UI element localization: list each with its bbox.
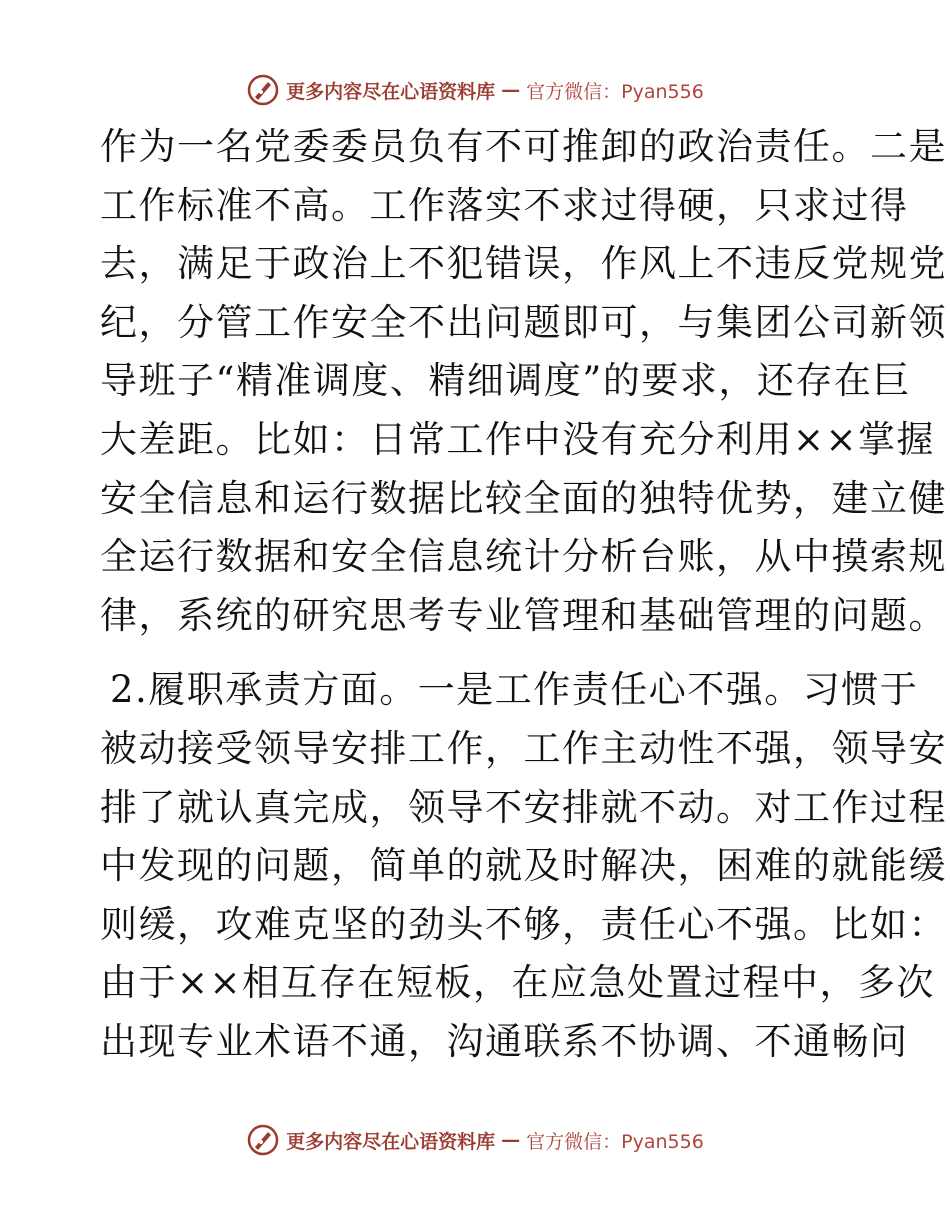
footer-watermark xyxy=(0,1120,950,1160)
watermark-brand: 更多内容尽在心语资料库 xyxy=(286,1130,496,1153)
watermark-wechat: 官方微信：Pyan556 xyxy=(526,1130,704,1153)
watermark-wechat: 官方微信：Pyan556 xyxy=(526,80,704,103)
text-line: 中发现的问题，简单的就及时解决，困难的就能缓 xyxy=(100,844,947,888)
text-line: 纪，分管工作安全不出问题即可，与集团公司新领 xyxy=(100,300,947,344)
text-line: 排了就认真完成，领导不安排就不动。对工作过程 xyxy=(100,785,947,829)
watermark-brand: 更多内容尽在心语资料库 xyxy=(286,80,496,103)
text-line: 导班子“精准调度、精细调度”的要求，还存在巨 xyxy=(100,359,911,403)
text-line: 出现专业术语不通，沟通联系不协调、不通畅问 xyxy=(100,1019,909,1063)
text-line: 工作标准不高。工作落实不求过得硬，只求过得 xyxy=(100,183,909,227)
watermark-separator: — xyxy=(501,1129,521,1151)
text-line: 作为一名党委委员负有不可推卸的政治责任。二是 xyxy=(100,125,947,168)
text-line: 则缓，攻难克坚的劲头不够，责任心不强。比如： xyxy=(100,902,947,946)
text-line: 安全信息和运行数据比较全面的独特优势，建立健 xyxy=(100,476,947,520)
pen-nib-seal-icon xyxy=(246,73,280,107)
watermark-separator: — xyxy=(501,79,521,101)
text-line: 全运行数据和安全信息统计分析台账，从中摸索规 xyxy=(100,535,947,579)
text-line: 律，系统的研究思考专业管理和基础管理的问题。 xyxy=(100,593,947,637)
text-line: 被动接受领导安排工作，工作主动性不强，领导安 xyxy=(100,726,947,770)
text-line: 大差距。比如：日常工作中没有充分利用××掌握 xyxy=(100,417,936,461)
paragraph-gap xyxy=(100,645,860,661)
header-watermark xyxy=(0,70,950,110)
text-line: 去，满足于政治上不犯错误，作风上不违反党规党 xyxy=(100,242,947,286)
pen-nib-seal-icon xyxy=(246,1123,280,1157)
document-body xyxy=(100,118,947,1072)
text-line: 由于××相互存在短板，在应急处置过程中，多次 xyxy=(100,961,936,1005)
text-line: 2.履职承责方面。一是工作责任心不强。习惯于 xyxy=(110,668,919,712)
